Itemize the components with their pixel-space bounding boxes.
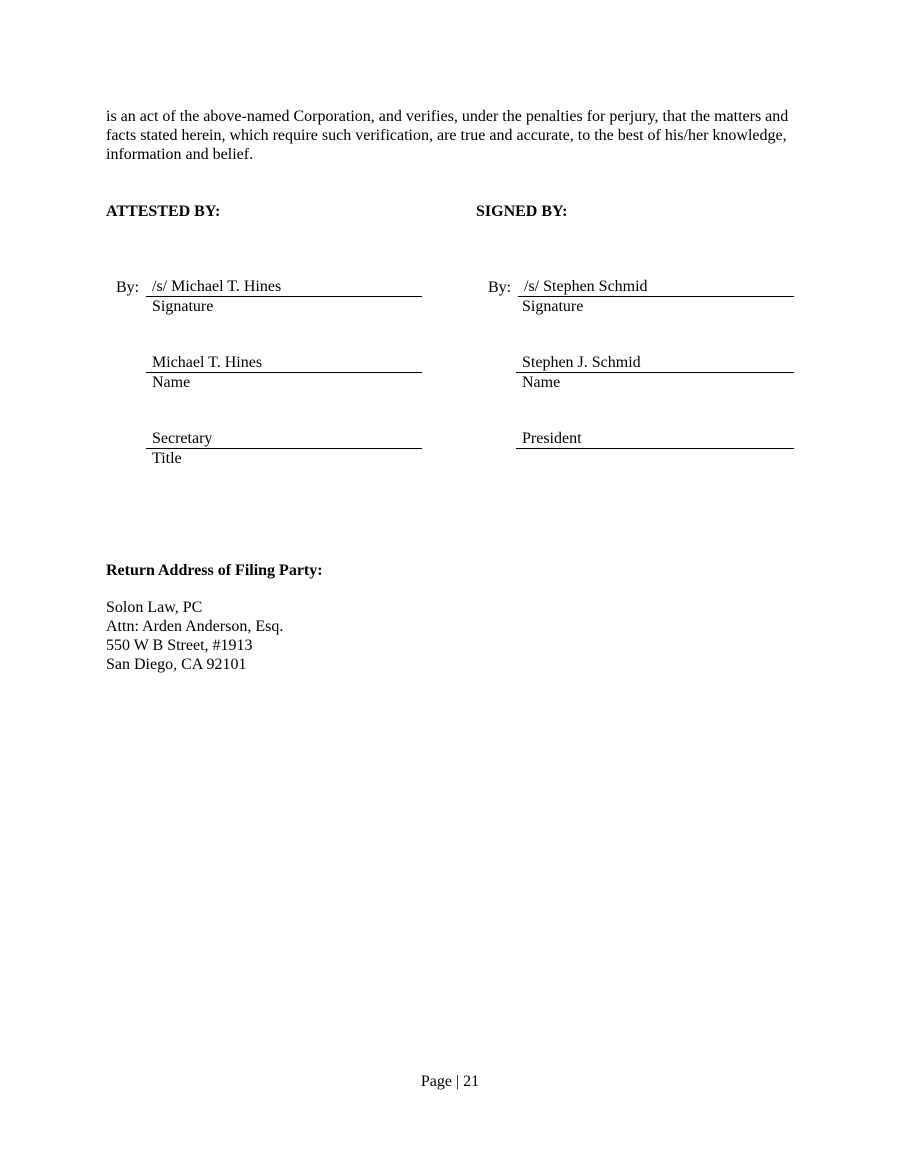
attested-title-line [146,429,422,449]
signed-name-line [516,353,794,373]
attested-by-heading: ATTESTED BY: [106,203,221,220]
signed-title-value: President [522,430,582,447]
return-address-heading: Return Address of Filing Party: [106,562,323,579]
attested-title-label: Title [152,450,182,467]
attested-by-label: By: [116,279,140,296]
attested-name-value: Michael T. Hines [152,354,263,371]
attested-title-value: Secretary [152,430,213,447]
attested-name-line [146,353,422,373]
attested-by-row [106,277,422,297]
attested-name-field [106,353,422,392]
signed-title-field [476,429,794,449]
verification-paragraph: is an act of the above-named Corporation, and verifies, under the penalties for perjury, that the matters and facts stated herein, which require such verification, are true and accurate, to the best of his/her knowledge, information and belief. [106,108,789,163]
attested-signature-block [106,277,422,468]
signed-name-label: Name [522,374,561,391]
attested-signature-value: /s/ Michael T. Hines [152,278,282,295]
attested-signature-label: Signature [152,298,214,315]
signed-signature-label: Signature [522,298,584,315]
signed-by-label: By: [488,279,512,296]
address-line-attn: Attn: Arden Anderson, Esq. [106,618,284,635]
address-line-city: San Diego, CA 92101 [106,656,247,673]
attested-signature-line [146,277,422,297]
signed-name-field [476,353,794,392]
return-address-block [106,598,794,674]
signature-headings-row [106,202,794,221]
signature-blocks [106,277,794,468]
signed-by-heading: SIGNED BY: [476,203,568,220]
signed-signature-value: /s/ Stephen Schmid [524,278,648,295]
signed-signature-block [476,277,794,468]
address-line-street: 550 W B Street, #1913 [106,637,253,654]
page-footer: Page | 21 [420,1073,480,1090]
signed-title-line [516,429,794,449]
address-line-firm: Solon Law, PC [106,599,203,616]
signed-signature-line [518,277,794,297]
signed-by-row [476,277,794,297]
signed-name-value: Stephen J. Schmid [522,354,641,371]
attested-name-label: Name [152,374,191,391]
attested-title-field [106,429,422,468]
